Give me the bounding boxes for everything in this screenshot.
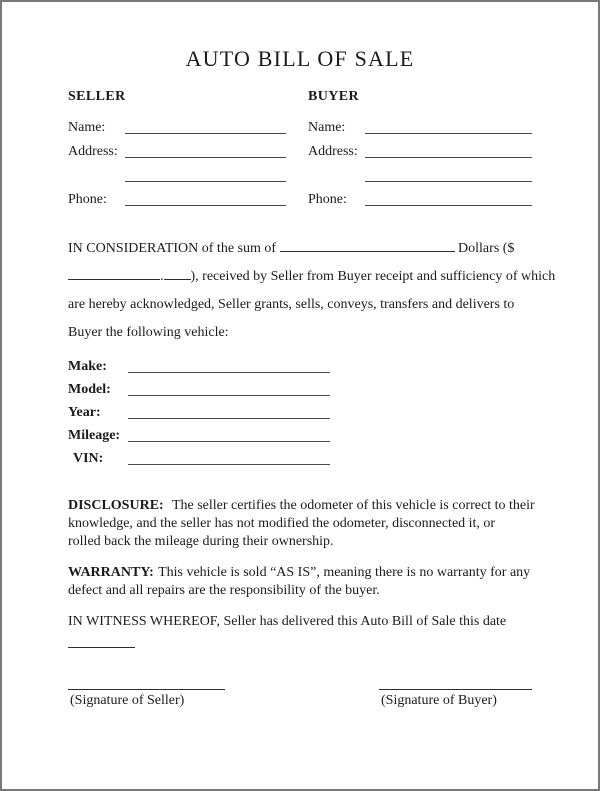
mileage-label: Mileage: <box>68 428 121 443</box>
model-row <box>68 376 330 399</box>
model-label: Model: <box>68 382 111 397</box>
buyer-signature-line <box>379 689 532 690</box>
buyer-signature-label: (Signature of Buyer) <box>381 693 497 708</box>
model-blank-line <box>128 395 330 396</box>
witness-date-row <box>68 635 532 649</box>
seller-phone-row <box>68 185 286 209</box>
disclosure-paragraph <box>68 497 535 551</box>
consideration-text-3: ), received by Seller from Buyer receipt and sufficiency of which <box>190 269 556 284</box>
vehicle-section <box>68 353 532 468</box>
mileage-row <box>68 422 330 445</box>
seller-heading: SELLER <box>68 89 126 104</box>
buyer-name-label: Name: <box>308 120 346 135</box>
document-title: AUTO BILL OF SALE <box>185 46 415 71</box>
buyer-section <box>308 89 532 209</box>
buyer-phone-row <box>308 185 532 209</box>
date-blank-line <box>68 636 135 648</box>
buyer-phone-label: Phone: <box>308 192 347 207</box>
consideration-line-1 <box>68 235 532 263</box>
disclosure-text-1: The seller certifies the odometer of this vehicle is correct to their <box>171 498 535 513</box>
buyer-address-blank-line-2 <box>365 181 532 182</box>
signatures-section <box>68 689 532 709</box>
buyer-address-label: Address: <box>308 144 358 159</box>
decimal-point: . <box>160 269 164 284</box>
seller-name-blank-line <box>125 133 286 134</box>
consideration-paragraph <box>68 235 556 347</box>
seller-name-row <box>68 113 286 137</box>
buyer-phone-blank-line <box>365 205 532 206</box>
consideration-text-2: Dollars ($ <box>458 241 515 256</box>
disclosure-line-2: knowledge, and the seller has not modified the odometer, disconnected it, or <box>68 516 496 531</box>
disclosure-line-3: rolled back the mileage during their ownership. <box>68 534 334 549</box>
seller-address-row <box>68 137 286 161</box>
vin-blank-line <box>128 464 330 465</box>
cents-blank-line <box>164 269 191 280</box>
seller-address-label: Address: <box>68 144 118 159</box>
seller-address-row-2 <box>68 161 286 185</box>
warranty-line-1 <box>68 564 532 582</box>
buyer-address-blank-line <box>365 157 532 158</box>
seller-signature-line <box>68 689 225 690</box>
warranty-heading: WARRANTY: <box>68 565 154 580</box>
consideration-line-2 <box>68 263 556 291</box>
witness-paragraph <box>68 613 532 631</box>
consideration-line-3: are hereby acknowledged, Seller grants, sells, conveys, transfers and delivers to <box>68 297 515 312</box>
consideration-text-1: IN CONSIDERATION of the sum of <box>68 241 277 256</box>
mileage-blank-line <box>128 441 330 442</box>
seller-section <box>68 89 286 209</box>
buyer-address-row <box>308 137 532 161</box>
warranty-paragraph <box>68 564 532 600</box>
buyer-name-row <box>308 113 532 137</box>
dollar-amount-blank-line <box>68 269 160 280</box>
witness-text: IN WITNESS WHEREOF, Seller has delivered this Auto Bill of Sale this date <box>68 614 507 629</box>
buyer-signature-block <box>379 689 532 709</box>
year-row <box>68 399 330 422</box>
disclosure-heading: DISCLOSURE: <box>68 498 164 513</box>
make-blank-line <box>128 372 330 373</box>
seller-signature-label: (Signature of Seller) <box>70 693 185 708</box>
buyer-address-row-2 <box>308 161 532 185</box>
buyer-name-blank-line <box>365 133 532 134</box>
make-row <box>68 353 330 376</box>
buyer-heading: BUYER <box>308 89 360 104</box>
consideration-line-4: Buyer the following vehicle: <box>68 325 229 340</box>
warranty-text-1: This vehicle is sold “AS IS”, meaning there is no warranty for any <box>158 565 531 580</box>
disclosure-line-1 <box>68 497 535 515</box>
seller-address-blank-line <box>125 157 286 158</box>
seller-phone-label: Phone: <box>68 192 107 207</box>
vin-label: VIN: <box>73 451 104 466</box>
parties-section <box>68 89 532 209</box>
sum-in-words-blank-line <box>280 241 455 252</box>
make-label: Make: <box>68 359 107 374</box>
seller-phone-blank-line <box>125 205 286 206</box>
year-blank-line <box>128 418 330 419</box>
seller-address-blank-line-2 <box>125 181 286 182</box>
year-label: Year: <box>68 405 101 420</box>
vin-row <box>68 445 330 468</box>
seller-signature-block <box>68 689 225 709</box>
seller-name-label: Name: <box>68 120 106 135</box>
warranty-line-2: defect and all repairs are the responsibility of the buyer. <box>68 583 380 598</box>
